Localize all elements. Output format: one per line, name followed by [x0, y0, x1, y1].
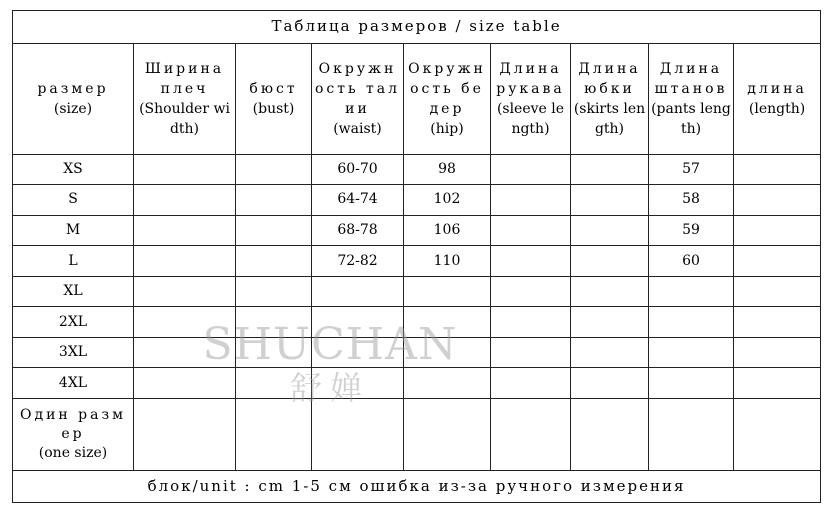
table-cell	[312, 276, 404, 307]
table-cell: 3XL	[13, 337, 134, 368]
table-cell: 4XL	[13, 368, 134, 399]
table-row	[13, 246, 821, 277]
table-cell	[491, 185, 571, 216]
table-cell: XS	[13, 154, 134, 185]
header-size: размер (size)	[13, 43, 134, 154]
table-cell	[491, 368, 571, 399]
table-cell	[734, 154, 821, 185]
table-cell	[134, 368, 236, 399]
table-cell	[134, 215, 236, 246]
table-cell	[649, 337, 734, 368]
table-cell	[491, 154, 571, 185]
table-row	[13, 215, 821, 246]
table-cell	[236, 154, 312, 185]
header-bust: бюст (bust)	[236, 43, 312, 154]
table-cell	[236, 398, 312, 470]
table-cell	[236, 337, 312, 368]
table-cell	[734, 307, 821, 338]
table-cell	[571, 398, 649, 470]
table-cell	[649, 368, 734, 399]
table-cell: L	[13, 246, 134, 277]
table-cell	[491, 398, 571, 470]
header-sleeve: Длина рукава (sleeve length)	[491, 43, 571, 154]
table-cell	[404, 276, 491, 307]
table-cell: 110	[404, 246, 491, 277]
one-size-label: Один размер (one size)	[13, 398, 134, 470]
table-cell	[491, 337, 571, 368]
table-cell	[312, 398, 404, 470]
table-cell	[134, 154, 236, 185]
table-cell	[404, 337, 491, 368]
header-row	[13, 43, 821, 154]
table-cell	[134, 276, 236, 307]
table-cell	[571, 154, 649, 185]
table-cell	[649, 307, 734, 338]
table-cell	[649, 398, 734, 470]
table-cell	[404, 368, 491, 399]
table-cell: 57	[649, 154, 734, 185]
table-cell: 60-70	[312, 154, 404, 185]
table-cell: 106	[404, 215, 491, 246]
table-cell: 2XL	[13, 307, 134, 338]
header-length: длина (length)	[734, 43, 821, 154]
table-cell	[134, 337, 236, 368]
table-cell: 102	[404, 185, 491, 216]
table-row	[13, 276, 821, 307]
table-cell	[312, 307, 404, 338]
table-cell	[236, 276, 312, 307]
table-cell: XL	[13, 276, 134, 307]
table-cell	[312, 368, 404, 399]
header-hip: Окружность бедер (hip)	[404, 43, 491, 154]
watermark-latin: SHUCHAN	[202, 319, 458, 370]
table-cell	[491, 246, 571, 277]
table-cell	[734, 246, 821, 277]
table-cell: 72-82	[312, 246, 404, 277]
table-cell	[236, 307, 312, 338]
header-pants: Длина штанов (pants length)	[649, 43, 734, 154]
table-title: Таблица размеров / size table	[13, 11, 821, 44]
size-chart	[12, 10, 820, 503]
table-cell	[734, 398, 821, 470]
table-cell	[734, 368, 821, 399]
table-cell	[571, 307, 649, 338]
table-cell	[491, 276, 571, 307]
table-cell: S	[13, 185, 134, 216]
table-cell	[491, 215, 571, 246]
table-cell	[571, 215, 649, 246]
table-cell	[571, 246, 649, 277]
one-size-row	[13, 398, 821, 470]
table-row	[13, 154, 821, 185]
header-skirt: Длина юбки (skirts length)	[571, 43, 649, 154]
table-cell	[734, 276, 821, 307]
watermark-cjk: 舒婵	[289, 369, 370, 407]
table-row	[13, 307, 821, 338]
footer-note: блок/unit : cm 1-5 см ошибка из-за ручного измерения	[13, 471, 821, 503]
table-cell	[571, 185, 649, 216]
table-row	[13, 337, 821, 368]
table-cell	[236, 185, 312, 216]
table-cell	[236, 215, 312, 246]
table-cell	[491, 307, 571, 338]
table-cell: 68-78	[312, 215, 404, 246]
header-waist: Окружность талии (waist)	[312, 43, 404, 154]
table-row	[13, 368, 821, 399]
header-shoulder: Ширина плеч (Shoulder width)	[134, 43, 236, 154]
table-cell	[134, 398, 236, 470]
table-cell	[571, 276, 649, 307]
table-cell: 64-74	[312, 185, 404, 216]
size-table	[12, 10, 821, 503]
table-cell	[134, 246, 236, 277]
table-cell	[134, 307, 236, 338]
table-cell	[134, 185, 236, 216]
table-cell: 98	[404, 154, 491, 185]
table-cell	[312, 337, 404, 368]
table-cell: 59	[649, 215, 734, 246]
table-cell: 58	[649, 185, 734, 216]
table-cell: M	[13, 215, 134, 246]
table-cell	[734, 215, 821, 246]
table-cell	[571, 368, 649, 399]
table-cell	[571, 337, 649, 368]
table-cell	[734, 337, 821, 368]
table-cell	[734, 185, 821, 216]
table-cell	[236, 368, 312, 399]
table-cell	[236, 246, 312, 277]
table-cell: 60	[649, 246, 734, 277]
table-cell	[649, 276, 734, 307]
table-cell	[404, 307, 491, 338]
table-row	[13, 185, 821, 216]
table-cell	[404, 398, 491, 470]
